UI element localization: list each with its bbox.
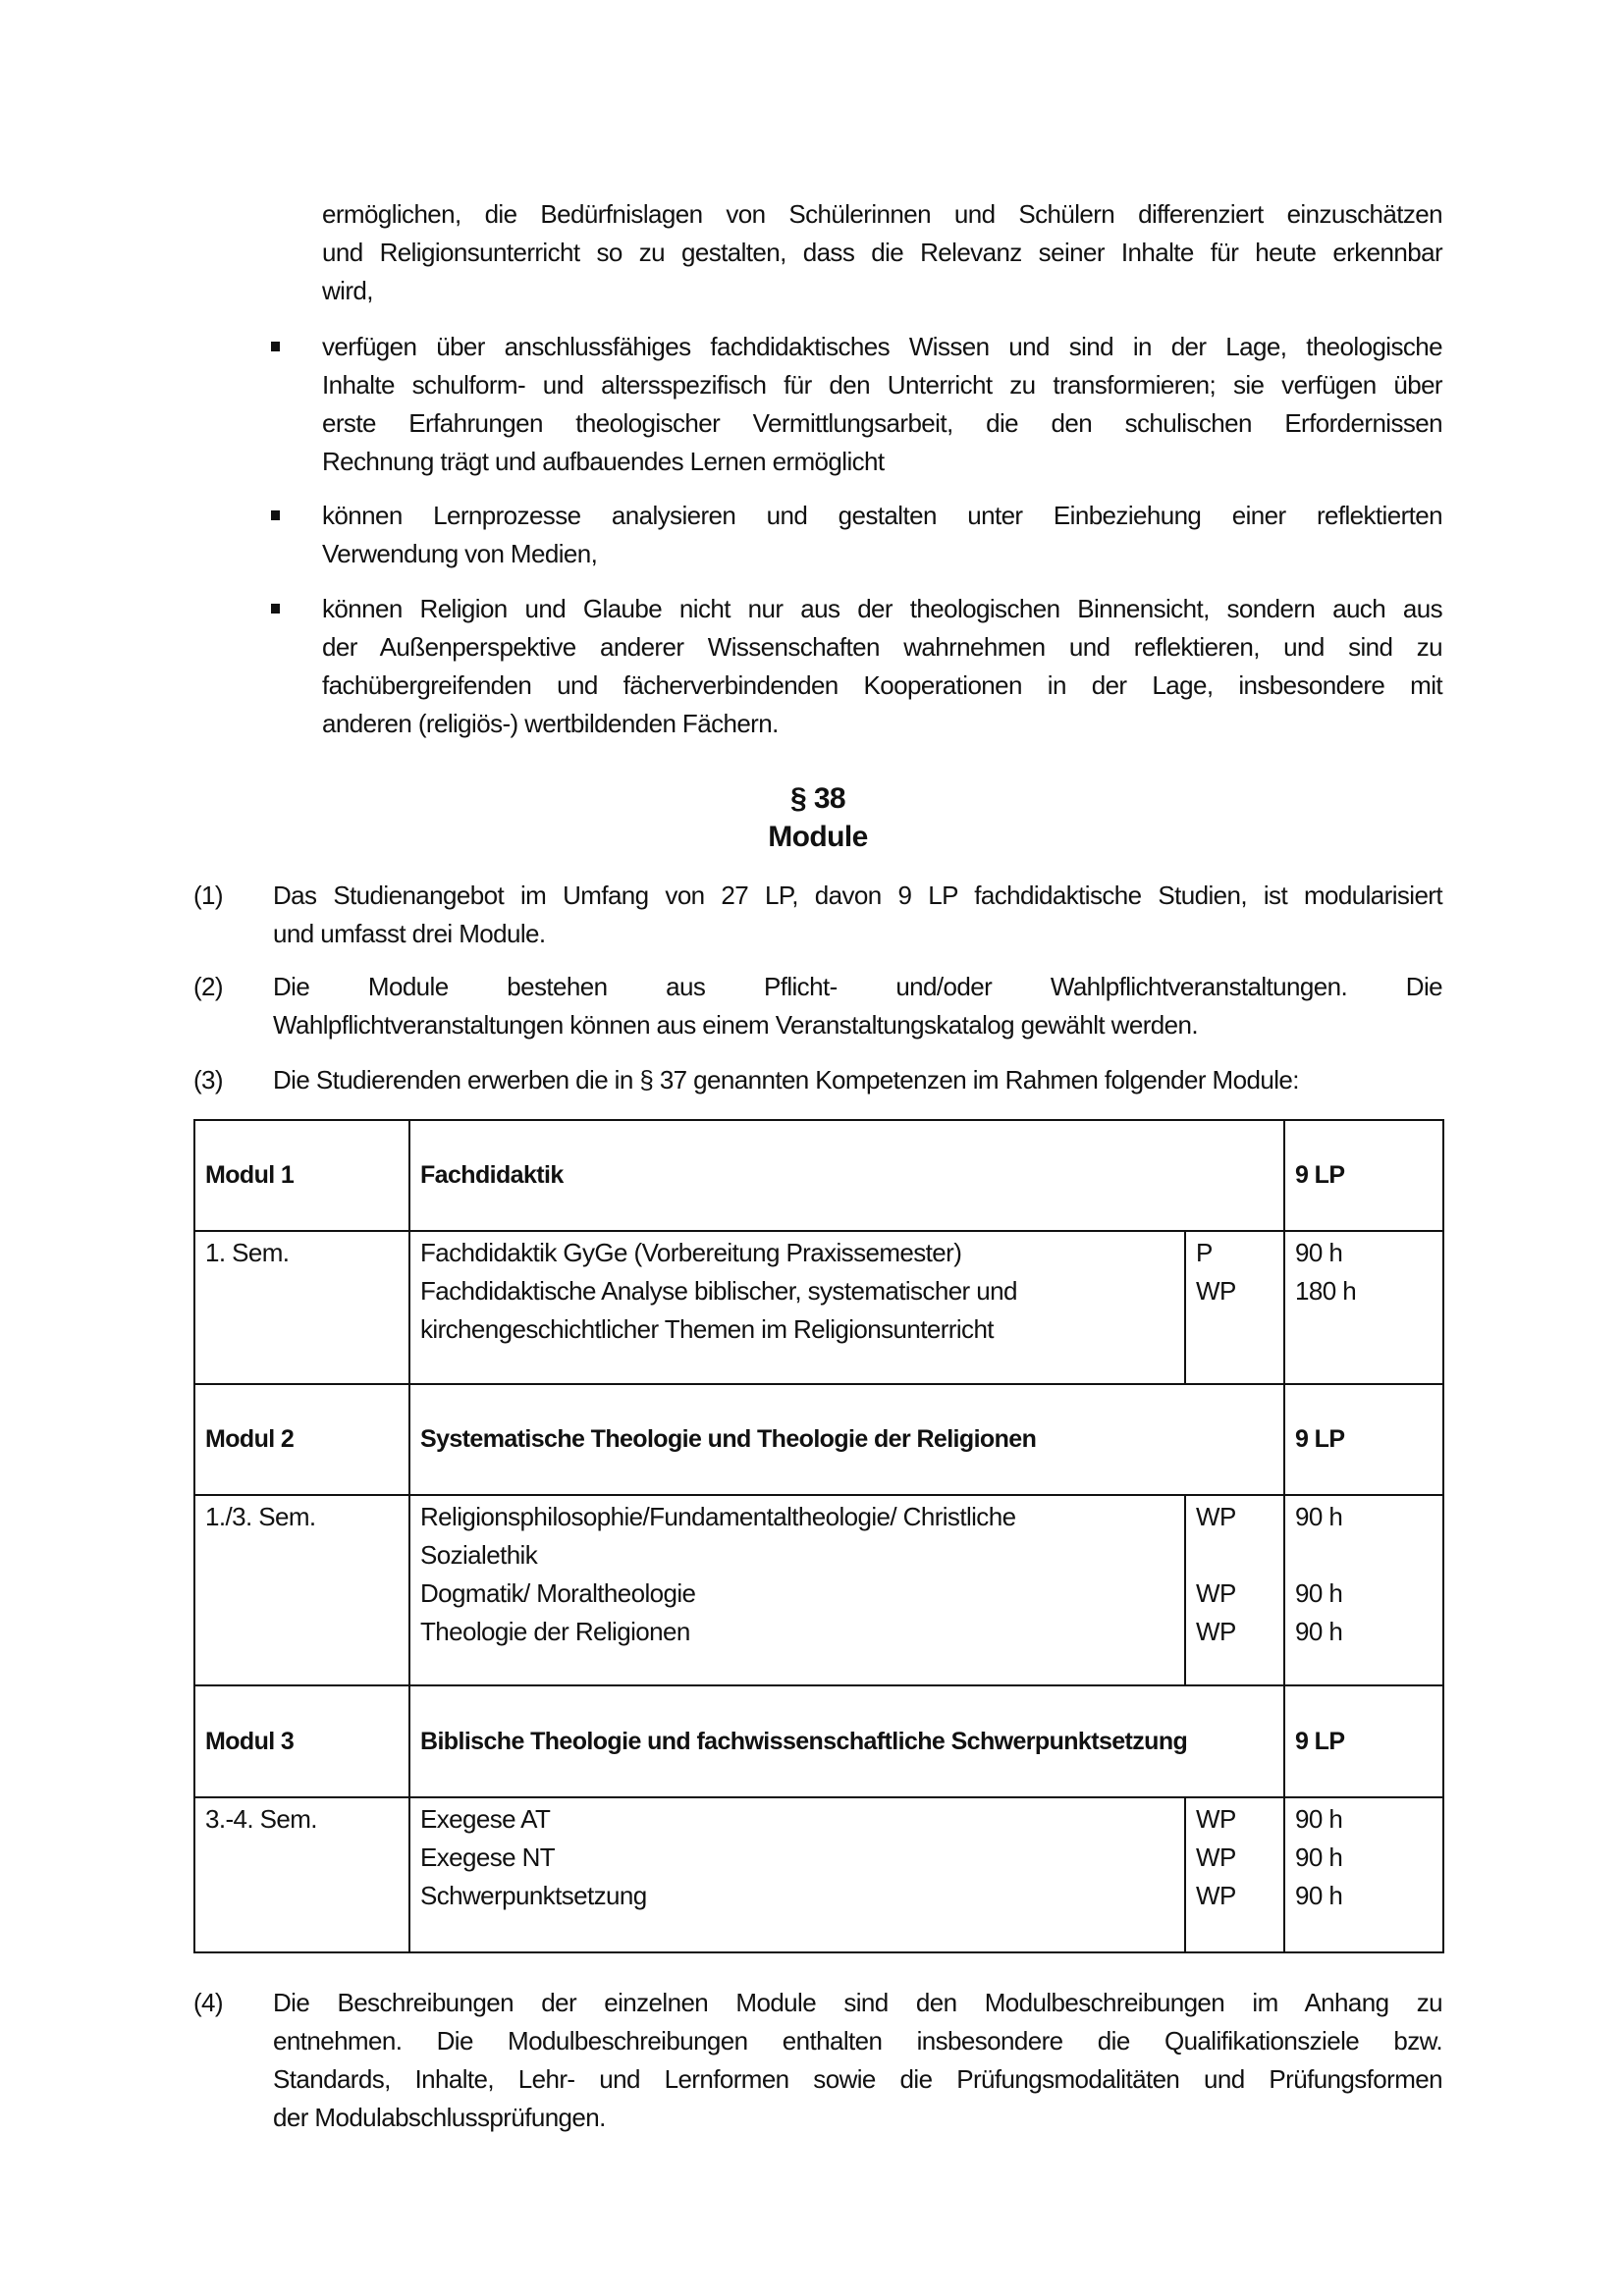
text-line: verfügen über anschlussfähiges fachdidaktisches Wissen und sind in der Lage, theologische (322, 332, 1442, 361)
cell-line: WP (1196, 1617, 1236, 1646)
cell-line: Fachdidaktik GyGe (Vorbereitung Praxissemester) (420, 1238, 962, 1267)
module-semester: 1. Sem. (194, 1231, 409, 1384)
text-line: können Lernprozesse analysieren und gestalten unter Einbeziehung einer reflektierten (322, 501, 1442, 530)
module-detail-row (194, 1797, 1443, 1952)
module-lp: 9 LP (1284, 1685, 1443, 1797)
text-line: entnehmen. Die Modulbeschreibungen enthalten insbesondere die Qualifikationsziele bzw. (273, 2026, 1442, 2056)
cell-line: Exegese AT (420, 1804, 551, 1834)
paragraph (273, 1984, 1442, 2137)
module-header-row (194, 1685, 1443, 1797)
section-number: § 38 (790, 782, 845, 815)
module-courses (409, 1797, 1185, 1952)
cell-line: 90 h (1295, 1578, 1343, 1608)
cell-line: WP (1196, 1276, 1236, 1306)
bullet-icon (271, 510, 280, 520)
text-line: ermöglichen, die Bedürfnislagen von Schülerinnen und Schülern differenziert einzuschätzen (322, 199, 1442, 229)
module-lp: 9 LP (1284, 1384, 1443, 1495)
text-line: Standards, Inhalte, Lehr- und Lernformen sowie die Prüfungsmodalitäten und Prüfungsformen (273, 2064, 1442, 2094)
cell-line: Exegese NT (420, 1842, 556, 1872)
bullet-item (322, 590, 1442, 743)
paragraph (273, 1061, 1442, 1099)
paragraph-number: (1) (193, 881, 223, 910)
text-line: erste Erfahrungen theologischer Vermittlungsarbeit, die den schulischen Erfordernissen (322, 408, 1442, 438)
module-detail-row (194, 1495, 1443, 1685)
module-detail-row (194, 1231, 1443, 1384)
text-line: können Religion und Glaube nicht nur aus der theologischen Binnensicht, sondern auch aus (322, 594, 1442, 623)
module-course-types (1185, 1495, 1284, 1685)
module-courses (409, 1495, 1185, 1685)
cell-line: 180 h (1295, 1276, 1357, 1306)
cell-line: Schwerpunktsetzung (420, 1881, 647, 1910)
bullet-icon (271, 342, 280, 351)
module-title: Systematische Theologie und Theologie der Religionen (409, 1384, 1284, 1495)
text-line: Die Studierenden erwerben die in § 37 genannten Kompetenzen im Rahmen folgender Module: (273, 1065, 1299, 1095)
paragraph-number: (2) (193, 972, 223, 1001)
cell-line: WP (1196, 1578, 1236, 1608)
paragraph (273, 968, 1442, 1044)
bullet-item (322, 328, 1442, 481)
text-line: fachübergreifenden und fächerverbindenden Kooperationen in der Lage, insbesondere mit (322, 670, 1442, 700)
module-label: Modul 1 (194, 1120, 409, 1231)
text-line: wird, (322, 276, 373, 305)
cell-line: 90 h (1295, 1842, 1343, 1872)
module-course-types (1185, 1231, 1284, 1384)
module-label: Modul 2 (194, 1384, 409, 1495)
cell-line: 90 h (1295, 1804, 1343, 1834)
cell-line: 90 h (1295, 1502, 1343, 1531)
module-title: Fachdidaktik (409, 1120, 1284, 1231)
paragraph-number: (4) (193, 1988, 223, 2017)
cell-line: Fachdidaktische Analyse biblischer, systematischer und (420, 1276, 1017, 1306)
cell-line: WP (1196, 1804, 1236, 1834)
paragraph-number: (3) (193, 1065, 223, 1095)
cell-line: 90 h (1295, 1617, 1343, 1646)
cell-line: Sozialethik (420, 1540, 538, 1570)
module-semester: 1./3. Sem. (194, 1495, 409, 1685)
module-title: Biblische Theologie und fachwissenschaftliche Schwerpunktsetzung (409, 1685, 1284, 1797)
cell-line: WP (1196, 1881, 1236, 1910)
cell-line: P (1196, 1238, 1213, 1267)
text-line: Wahlpflichtveranstaltungen können aus einem Veranstaltungskatalog gewählt werden. (273, 1010, 1198, 1040)
bullet-icon (271, 604, 280, 614)
module-label: Modul 3 (194, 1685, 409, 1797)
module-table (193, 1119, 1444, 1953)
paragraph (273, 877, 1442, 953)
module-header-row (194, 1120, 1443, 1231)
module-lp: 9 LP (1284, 1120, 1443, 1231)
text-line: Verwendung von Medien, (322, 539, 598, 568)
text-line: Rechnung trägt und aufbauendes Lernen ermöglicht (322, 447, 885, 476)
continuation-text (322, 195, 1442, 310)
text-line: der Modulabschlussprüfungen. (273, 2103, 606, 2132)
text-line: der Außenperspektive anderer Wissenschaften wahrnehmen und reflektieren, und sind zu (322, 632, 1442, 662)
text-line: Inhalte schulform- und altersspezifisch für den Unterricht zu transformieren; sie verfügen über (322, 370, 1442, 400)
text-line: und Religionsunterricht so zu gestalten, dass die Relevanz seiner Inhalte für heute erkennbar (322, 238, 1442, 267)
cell-line: 90 h (1295, 1881, 1343, 1910)
bullet-item (322, 497, 1442, 573)
cell-line: kirchengeschichtlicher Themen im Religionsunterricht (420, 1314, 994, 1344)
cell-line: Religionsphilosophie/Fundamentaltheologie/ Christliche (420, 1502, 1016, 1531)
cell-line (1196, 1310, 1273, 1349)
cell-line (1196, 1536, 1273, 1575)
cell-line (1295, 1310, 1433, 1349)
text-line: und umfasst drei Module. (273, 919, 546, 948)
module-header-row (194, 1384, 1443, 1495)
text-line: Die Beschreibungen der einzelnen Module sind den Modulbeschreibungen im Anhang zu (273, 1988, 1442, 2017)
cell-line: Theologie der Religionen (420, 1617, 690, 1646)
module-course-types (1185, 1797, 1284, 1952)
module-courses (409, 1231, 1185, 1384)
module-course-hours (1284, 1231, 1443, 1384)
module-course-hours (1284, 1495, 1443, 1685)
cell-line: WP (1196, 1502, 1236, 1531)
section-title: Module (768, 821, 868, 853)
module-course-hours (1284, 1797, 1443, 1952)
cell-line: WP (1196, 1842, 1236, 1872)
cell-line: 90 h (1295, 1238, 1343, 1267)
cell-line: Dogmatik/ Moraltheologie (420, 1578, 696, 1608)
text-line: Die Module bestehen aus Pflicht- und/oder Wahlpflichtveranstaltungen. Die (273, 972, 1442, 1001)
cell-line (1295, 1536, 1433, 1575)
text-line: Das Studienangebot im Umfang von 27 LP, davon 9 LP fachdidaktische Studien, ist modularisiert (273, 881, 1442, 910)
text-line: anderen (religiös-) wertbildenden Fächern. (322, 709, 779, 738)
module-semester: 3.-4. Sem. (194, 1797, 409, 1952)
